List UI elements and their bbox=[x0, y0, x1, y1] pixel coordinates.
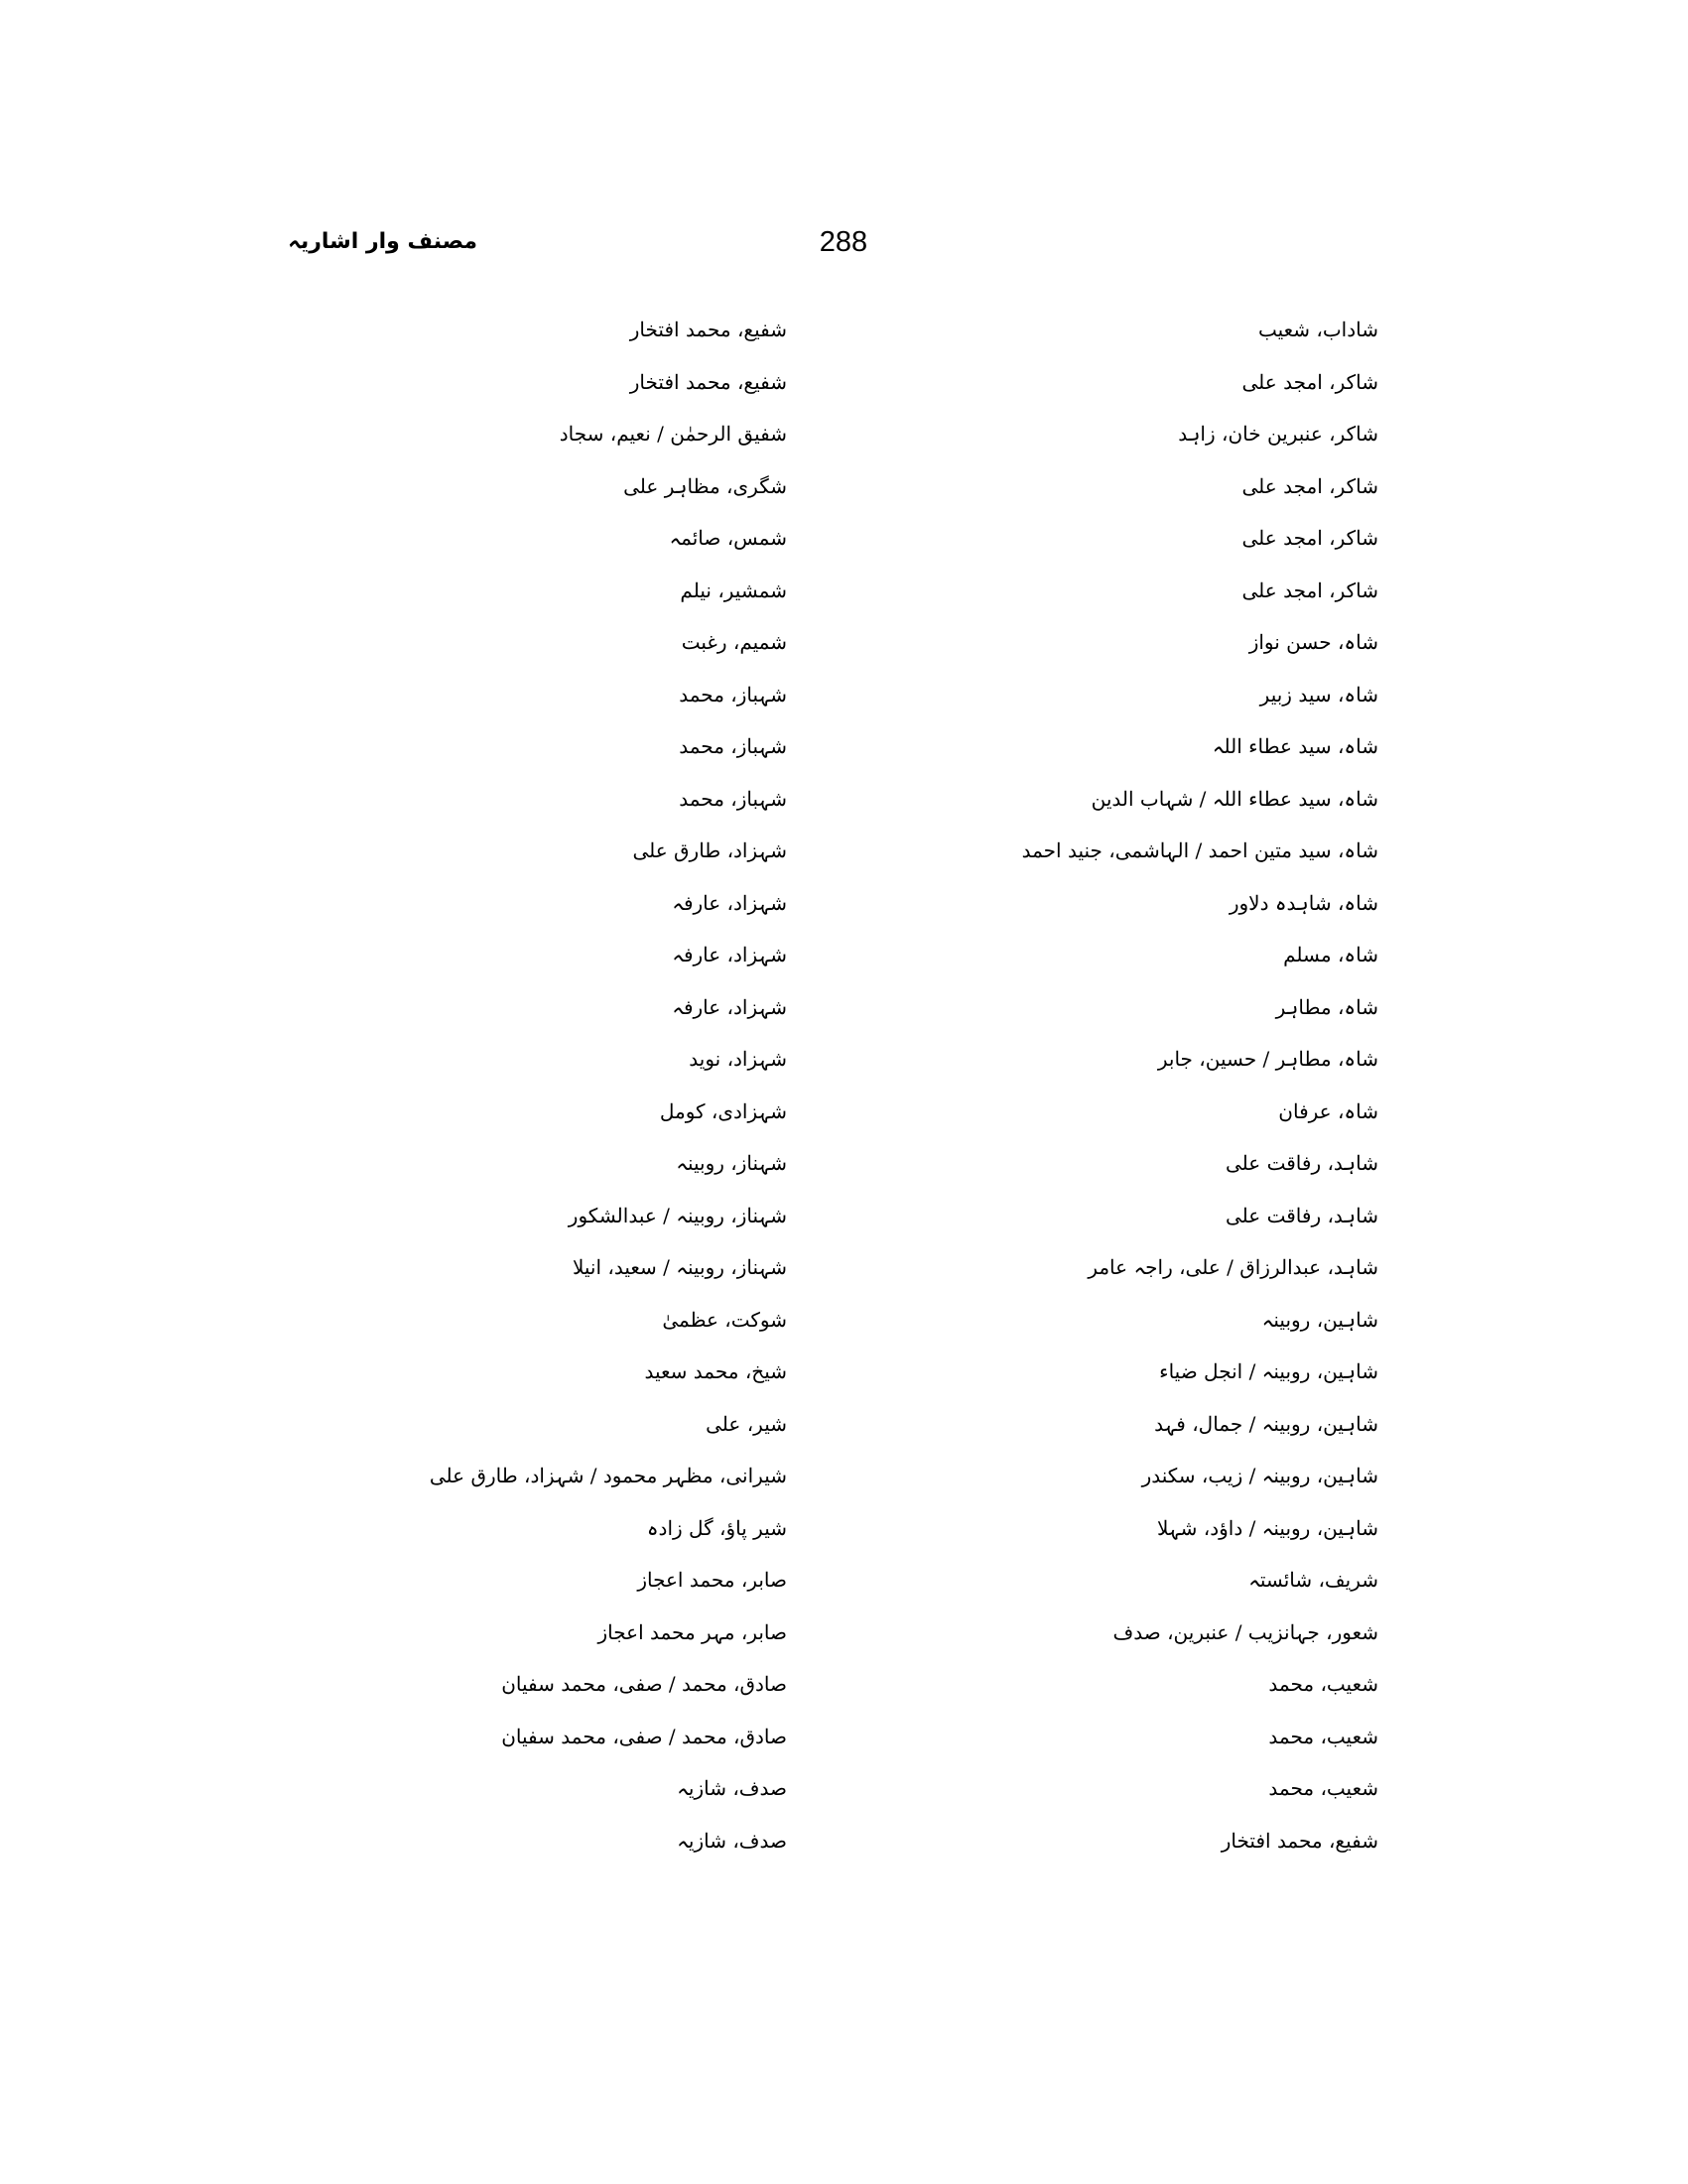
index-entry: شاکر، امجد علی bbox=[1241, 526, 1378, 550]
index-entry: شاہین، روبینہ / داؤد، شہلا bbox=[1156, 1515, 1378, 1540]
index-entry: شاہ، شاہدہ دلاور bbox=[1229, 890, 1378, 915]
index-entry: شفیع، محمد افتخار bbox=[629, 369, 787, 394]
index-entry: شہزاد، عارفہ bbox=[672, 890, 787, 915]
index-entry: شفیع، محمد افتخار bbox=[1221, 1828, 1378, 1853]
index-entry: شاکر، امجد علی bbox=[1241, 473, 1378, 498]
index-entry: شعیب، محمد bbox=[1268, 1672, 1378, 1696]
index-entry: شمشیر، نیلم bbox=[680, 578, 787, 602]
index-entry: صدف، شازیہ bbox=[677, 1828, 787, 1853]
index-entry: شہباز، محمد bbox=[679, 734, 787, 758]
index-entry: شیر، علی bbox=[706, 1411, 787, 1436]
index-entry: شاہین، روبینہ bbox=[1261, 1307, 1378, 1332]
index-entry: شیر پاؤ، گل زادہ bbox=[646, 1515, 787, 1540]
index-entry: شاہ، عرفان bbox=[1278, 1098, 1378, 1123]
index-entry: شعیب، محمد bbox=[1268, 1776, 1378, 1800]
index-entry: شیرانی، مظہر محمود / شہزاد، طارق علی bbox=[429, 1464, 787, 1487]
index-entry: شہناز، روبینہ bbox=[676, 1151, 787, 1175]
index-entry: شیخ، محمد سعید bbox=[644, 1359, 787, 1383]
index-entry: شمس، صائمہ bbox=[669, 526, 787, 550]
index-entry: شفیع، محمد افتخار bbox=[629, 318, 787, 341]
index-entry: شاہ، سید عطاء اللہ / شہاب الدین bbox=[1091, 786, 1378, 811]
index-entry: شاہ، سید متین احمد / الہاشمی، جنید احمد bbox=[1021, 838, 1378, 862]
index-entry: شاکر، امجد علی bbox=[1241, 578, 1378, 602]
index-entry: شہباز، محمد bbox=[679, 682, 787, 707]
index-entry: شہباز، محمد bbox=[679, 786, 787, 811]
index-entry: شہزاد، نوید bbox=[689, 1047, 787, 1071]
index-entry: صادق، محمد / صفی، محمد سفیان bbox=[501, 1672, 787, 1696]
index-entry: شہزاد، عارفہ bbox=[672, 943, 787, 966]
index-entry: شاہد، عبدالرزاق / علی، راجہ عامر bbox=[1088, 1255, 1378, 1279]
index-entry: شاہ، سید عطاء اللہ bbox=[1212, 734, 1378, 758]
index-entry: شعور، جہانزیب / عنبرین، صدف bbox=[1112, 1619, 1378, 1644]
index-entry: شہناز، روبینہ / عبدالشکور bbox=[568, 1203, 787, 1227]
index-entry: شاہ، مطاہر bbox=[1275, 994, 1378, 1019]
index-entry: شاکر، امجد علی bbox=[1241, 369, 1378, 394]
index-entry: صدف، شازیہ bbox=[677, 1776, 787, 1800]
index-column-right bbox=[823, 304, 1378, 1866]
index-entry: شفیق الرحمٰن / نعیم، سجاد bbox=[559, 422, 787, 446]
index-entry: شہزاد، طارق علی bbox=[632, 838, 787, 862]
index-entry: شاہین، روبینہ / انجل ضیاء bbox=[1159, 1359, 1378, 1383]
index-entry: شاہین، روبینہ / زیب، سکندر bbox=[1141, 1464, 1378, 1487]
index-entry: صادق، محمد / صفی، محمد سفیان bbox=[501, 1724, 787, 1748]
index-entry: صابر، مہر محمد اعجاز bbox=[597, 1619, 787, 1644]
index-entry: شاہ، مطاہر / حسین، جابر bbox=[1157, 1047, 1378, 1071]
index-entry: شعیب، محمد bbox=[1268, 1724, 1378, 1748]
index-entry: شاہ، سید زبیر bbox=[1259, 682, 1378, 707]
index-entry: شہزاد، عارفہ bbox=[672, 994, 787, 1019]
running-title: مصنف وار اشاریہ bbox=[288, 229, 477, 254]
index-entry: شاہین، روبینہ / جمال، فہد bbox=[1154, 1411, 1378, 1436]
index-entry: شہزادی، کومل bbox=[659, 1098, 787, 1123]
index-column-left bbox=[231, 304, 787, 1866]
index-entry: شاہ، حسن نواز bbox=[1248, 630, 1378, 654]
page-number: 288 bbox=[819, 226, 868, 258]
index-entry: شاداب، شعیب bbox=[1257, 318, 1378, 341]
index-entry: شریف، شائستہ bbox=[1248, 1568, 1378, 1592]
index-entry: شگری، مظاہر علی bbox=[623, 473, 787, 498]
index-entry: شوکت، عظمیٰ bbox=[662, 1307, 787, 1332]
index-entry: شاہد، رفاقت علی bbox=[1226, 1151, 1378, 1175]
index-entry: شہناز، روبینہ / سعید، انیلا bbox=[572, 1255, 787, 1279]
index-entry: شمیم، رغبت bbox=[681, 630, 787, 654]
index-entry: شاکر، عنبرین خان، زاہد bbox=[1178, 422, 1378, 446]
index-entry: شاہ، مسلم bbox=[1283, 943, 1378, 966]
index-entry: شاہد، رفاقت علی bbox=[1226, 1203, 1378, 1227]
index-entry: صابر، محمد اعجاز bbox=[637, 1568, 787, 1592]
